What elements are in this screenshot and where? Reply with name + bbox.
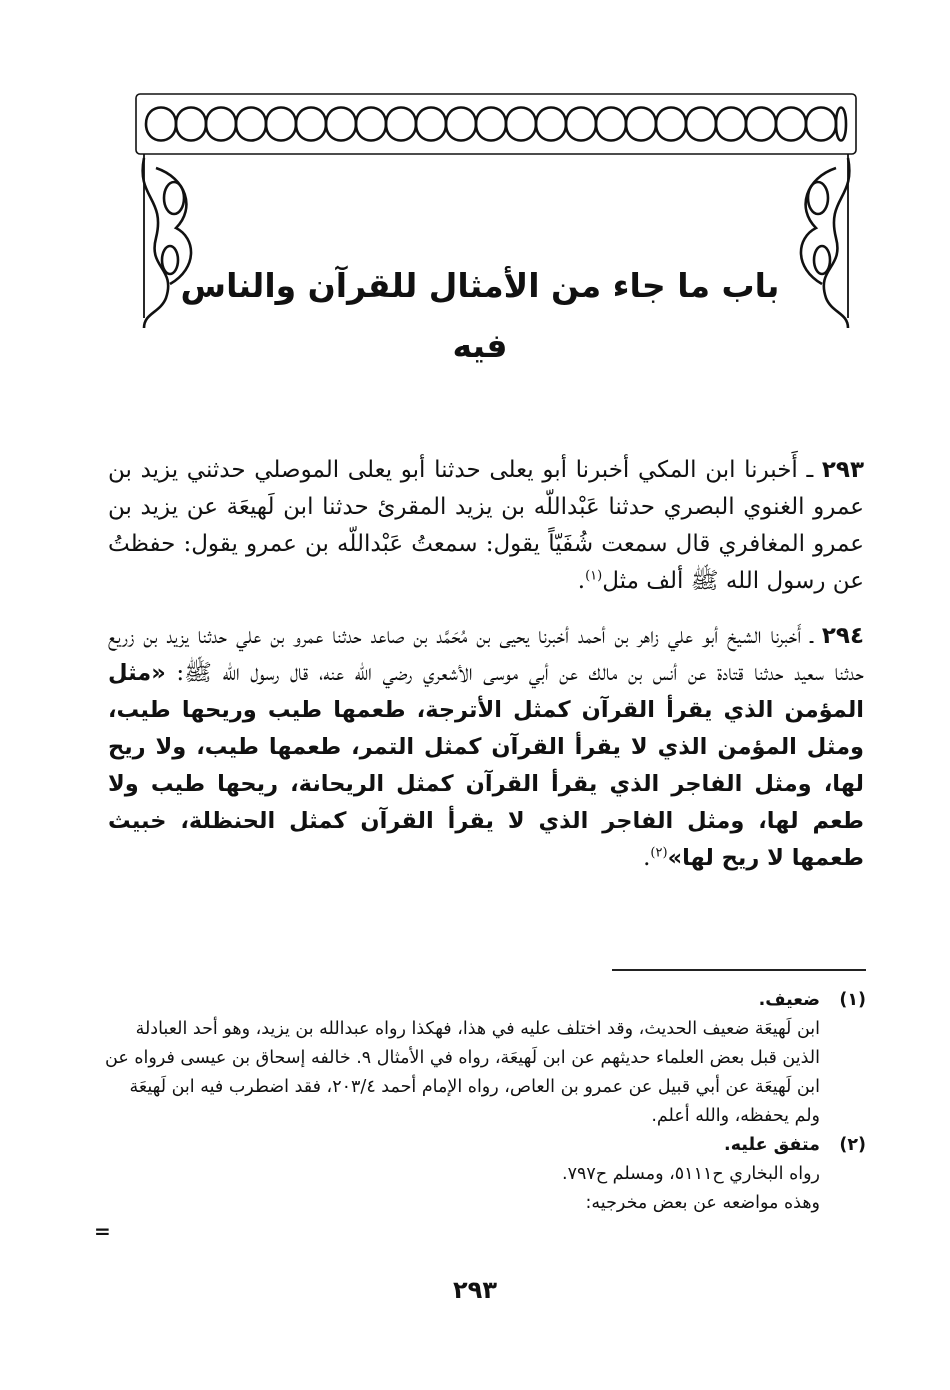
footnote-ref: (٢) <box>650 845 668 861</box>
footnote-ref: (١) <box>585 568 603 584</box>
footnote-divider <box>612 969 866 971</box>
chapter-title: باب ما جاء من الأمثال للقرآن والناس فيه <box>180 266 780 365</box>
continuation-mark: = <box>94 1219 111 1243</box>
footnote-1 <box>100 986 866 1131</box>
footnote-line: رواه البخاري ح٥١١١، ومسلم ح٧٩٧. <box>562 1164 820 1184</box>
footnote-marker: (١) <box>839 990 866 1010</box>
footnote-line: ابن لَهيعَة ضعيف الحديث، وقد اختلف عليه في هذا، فهكذا رواه عبدالله بن يزيد، وهو أحد العبادلة الذين قبل بعض العلماء حديثهم عن ابن لَهيعَة، رواه في الأمثال ٩. خالفه إسحاق بن عيسى فرواه عن ابن لَهيعَة عن أبي قبيل عن عمرو بن العاص، رواه الإمام أحمد ٢٠٣/٤، فقد اضطرب فيه ابن لَهيعَة ولم يحفظه، والله أعلم. <box>105 1019 820 1126</box>
footnote-marker: (٢) <box>839 1135 866 1155</box>
footnote-heading: ضعيف. <box>758 990 820 1010</box>
hadith-294 <box>108 618 864 877</box>
footnote-heading: متفق عليه. <box>724 1135 820 1155</box>
hadith-text: ـ أَخبرنا ابن المكي أخبرنا أبو يعلى حدثنا أبو يعلى الموصلي حدثني يزيد بن عمرو الغنوي البصري حدثنا عَبْداللّه بن يزيد المقرئ حدثنا ابن لَهيعَة عن يزيد بن عمرو المغافري قال سمعت شُفَيّاً يقول: سمعتُ عَبْداللّه بن عمرو يقول: حفظتُ عن رسول الله ﷺ ألف مثل <box>108 457 864 594</box>
hadith-end: . <box>643 845 651 871</box>
hadith-quote: «مثل المؤمن الذي يقرأ القرآن كمثل الأترجة، طعمها طيب وريحها طيب، ومثل المؤمن الذي لا يقرأ القرآن كمثل التمر، طعمها طيب، ولا ريح لها، ومثل الفاجر الذي يقرأ القرآن كمثل الريحانة، ريحها طيب ولا طعم لها، ومثل الفاجر الذي لا يقرأ القرآن كمثل الحنظلة، خبيث طعمها لا ريح لها» <box>108 660 864 871</box>
footnote-body <box>100 986 820 1131</box>
page-number: ٢٩٣ <box>453 1276 497 1304</box>
footnote-body <box>100 1131 820 1218</box>
footnote-line: وهذه مواضعه عن بعض مخرجيه: <box>585 1193 820 1213</box>
hadith-end: . <box>577 568 586 594</box>
footnotes <box>100 986 866 1218</box>
hadith-number: ٢٩٤ <box>821 623 864 649</box>
hadith-intro: ـ أَخبرنا الشيخ أبو علي زاهر بن أحمد أخبرنا يحيى بن مُحَمَّد بن صاعد حدثنا عمرو بن علي حدثنا يزيد بن زريع حدثنا سعيد حدثنا قتادة عن أنس بن مالك عن أبي موسى الأشعري رضي الله عنه، قال رسول اللّه ﷺ: <box>108 623 864 686</box>
footnote-2 <box>100 1131 866 1218</box>
main-text <box>108 452 864 895</box>
hadith-number: ٢٩٣ <box>821 457 864 483</box>
hadith-293 <box>108 452 864 600</box>
